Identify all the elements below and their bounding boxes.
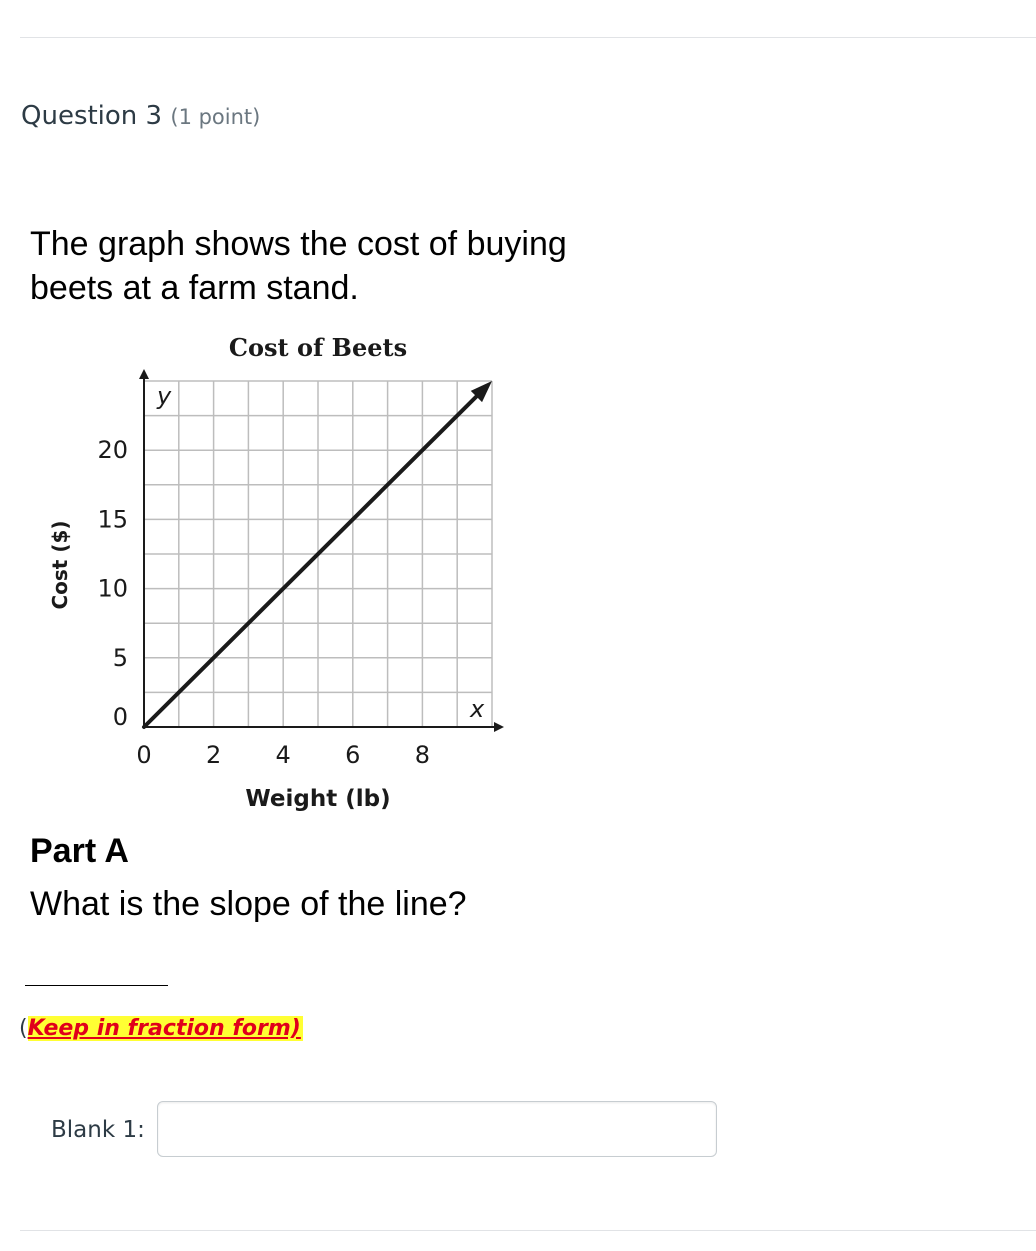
question-points: (1 point) [170,105,261,129]
y-tick-label: 0 [112,703,128,731]
y-tick-label: 20 [97,436,128,465]
answer-underline [25,985,168,986]
question-header [21,99,260,134]
prompt-line-1: The graph shows the cost of buying [30,225,567,263]
chart-ticks [97,436,430,769]
part-a-heading: Part A [30,832,129,870]
question-title: Question 3 [21,101,163,131]
x-axis-symbol: x [470,695,485,723]
hint-open-paren: ( [19,1016,28,1041]
y-axis-arrow [139,369,149,379]
chart-title: Cost of Beets [228,333,408,362]
x-tick-label: 6 [345,741,361,769]
question-prompt [30,222,650,310]
x-axis-label: Weight (lb) [245,786,391,812]
y-axis-symbol: y [157,382,172,410]
x-tick-label: 4 [275,741,291,769]
y-tick-label: 5 [112,643,128,672]
x-axis-arrow [494,722,504,732]
bottom-divider [20,1230,1036,1231]
fraction-hint [19,1014,303,1044]
top-divider [20,37,1036,38]
prompt-line-2: beets at a farm stand. [30,269,359,307]
y-tick-label: 10 [97,574,128,603]
x-tick-label: 2 [205,741,222,769]
hint-highlighted-text: Keep in fraction form) [27,1016,301,1041]
x-tick-label: 8 [414,741,431,769]
y-tick-label: 15 [97,505,128,534]
cost-line [144,394,479,727]
slope-question: What is the slope of the line? [30,885,467,923]
blank-1-input[interactable] [157,1101,717,1157]
y-axis-label: Cost ($) [48,520,72,610]
blank-1-label: Blank 1: [51,1117,145,1143]
cost-of-beets-chart [30,325,510,820]
x-tick-label: 0 [136,741,152,769]
